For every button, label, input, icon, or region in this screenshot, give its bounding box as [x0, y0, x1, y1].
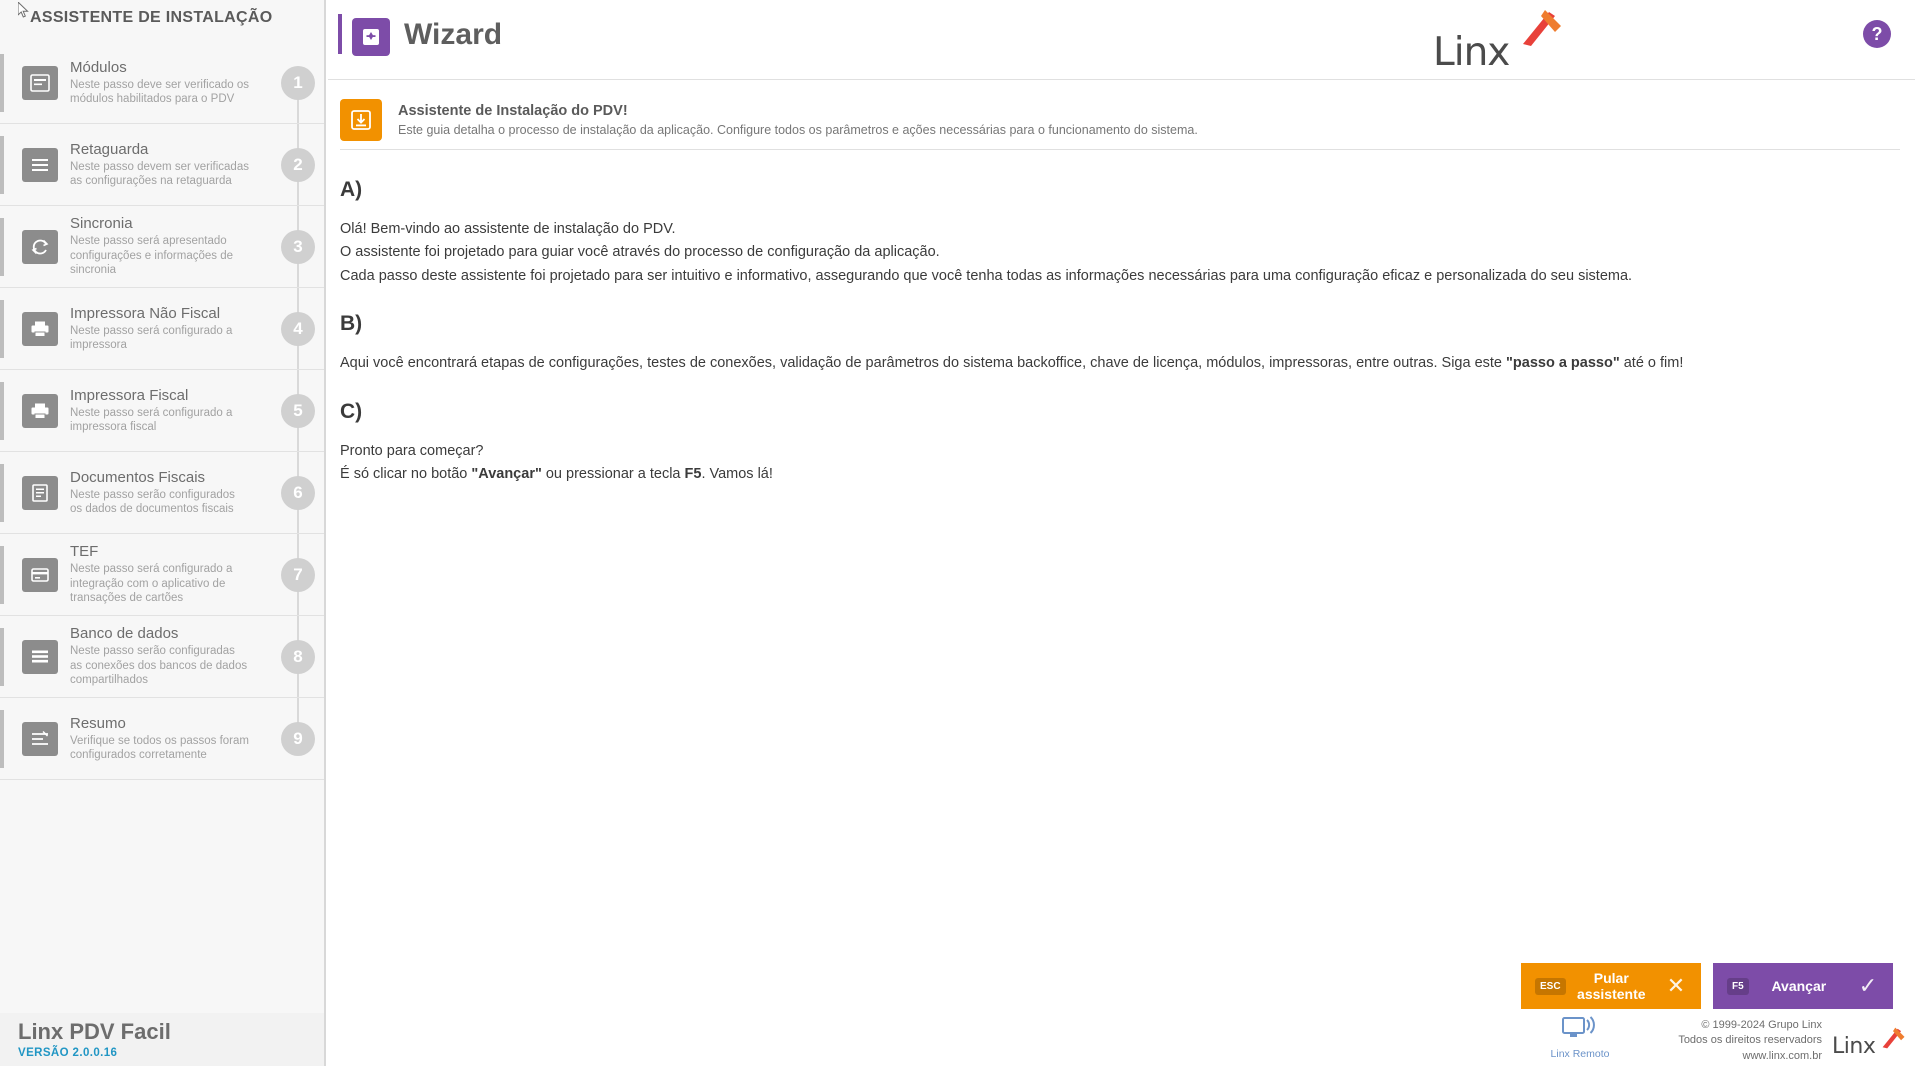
sidebar-step-impressora-fiscal[interactable]	[0, 370, 324, 452]
download-install-icon	[340, 99, 382, 141]
header-accent-bar	[338, 14, 342, 54]
step-text	[70, 469, 250, 517]
linx-logo-bottom	[1832, 1026, 1902, 1060]
step-accent	[0, 300, 4, 358]
step-number: 2	[281, 148, 315, 182]
install-banner	[340, 98, 1900, 150]
step-name: Documentos Fiscais	[70, 468, 206, 486]
step-number: 7	[281, 558, 315, 592]
step-accent	[0, 54, 4, 112]
section-a-line-2: O assistente foi projetado para guiar você através do processo de configuração da aplicação.	[340, 244, 940, 261]
step-desc: Neste passo será apresentado configurações e informações de sincronia	[70, 235, 234, 277]
next-button[interactable]	[1713, 963, 1893, 1009]
step-name: TEF	[70, 543, 99, 561]
step-text	[70, 59, 250, 107]
linx-remote-label: Linx Remoto	[1550, 1048, 1610, 1060]
card-icon	[22, 558, 58, 592]
step-text	[70, 715, 250, 763]
section-b-line-1: Aqui você encontrará etapas de configurações, testes de conexões, validação de parâmetros do sistema backoffice, chave de licença, módulos, impressoras, entre outras. Siga este "passo a passo" até o fim!	[340, 355, 1684, 372]
sidebar	[0, 0, 326, 1013]
section-c	[340, 400, 1900, 487]
step-text	[70, 387, 250, 435]
step-name: Retaguarda	[70, 140, 149, 158]
main-content	[340, 178, 1900, 511]
next-label: Avançar	[1771, 977, 1827, 994]
step-number: 5	[281, 394, 315, 428]
copyright-line-2: Todos os direitos reservadors	[1678, 1034, 1822, 1047]
section-a	[340, 178, 1900, 288]
step-text	[70, 215, 250, 277]
step-accent	[0, 382, 4, 440]
wizard-icon	[352, 18, 390, 56]
summary-icon	[22, 722, 58, 756]
skip-wizard-label: Pular assistente	[1577, 969, 1646, 1002]
printer-icon	[22, 394, 58, 428]
sidebar-step-tef[interactable]	[0, 534, 324, 616]
step-desc: Neste passo deve ser verificado os módulos habilitados para o PDV	[70, 78, 249, 105]
module-icon	[22, 66, 58, 100]
step-desc: Verifique se todos os passos foram configurados corretamente	[70, 734, 249, 761]
step-text	[70, 625, 250, 687]
linx-remote-button[interactable]	[1545, 1016, 1615, 1060]
step-number: 4	[281, 312, 315, 346]
step-list	[0, 42, 324, 780]
sync-icon	[22, 230, 58, 264]
step-accent	[0, 464, 4, 522]
f5-key-badge: F5	[1727, 978, 1749, 995]
sidebar-step-impressora-nao-fiscal[interactable]	[0, 288, 324, 370]
step-accent	[0, 710, 4, 768]
close-icon: ✕	[1666, 973, 1686, 998]
product-version: VERSÃO 2.0.0.16	[18, 1047, 118, 1059]
copyright-line-1: © 1999-2024 Grupo Linx	[1701, 1019, 1822, 1031]
section-b	[340, 312, 1900, 375]
section-c-line-1: Pronto para começar?	[340, 442, 484, 459]
step-name: Impressora Não Fiscal	[70, 304, 221, 322]
step-name: Banco de dados	[70, 625, 179, 643]
copyright-line-3: www.linx.com.br	[1742, 1049, 1822, 1062]
linx-logo-bottom-text: Linx	[1832, 1034, 1876, 1059]
linx-logo-text: Linx	[1433, 30, 1510, 75]
step-name: Sincronia	[70, 215, 133, 233]
esc-key-badge: ESC	[1535, 978, 1566, 995]
section-c-line-2: É só clicar no botão "Avançar" ou pressionar a tecla F5. Vamos lá!	[340, 466, 773, 483]
banner-subtitle: Este guia detalha o processo de instalação da aplicação. Configure todos os parâmetros e ações necessárias para o funcionamento do sistema.	[398, 122, 1198, 137]
sidebar-step-documentos-fiscais[interactable]	[0, 452, 324, 534]
step-name: Impressora Fiscal	[70, 386, 189, 404]
linx-logo-bottom-mark	[1878, 1026, 1908, 1050]
step-name: Módulos	[70, 58, 127, 76]
sidebar-step-banco-de-dados[interactable]	[0, 616, 324, 698]
banner-title: Assistente de Instalação do PDV!	[398, 102, 628, 119]
step-desc: Neste passo será configurado a impressora fiscal	[70, 406, 233, 433]
step-number: 9	[281, 722, 315, 756]
step-desc: Neste passo devem ser verificadas as configurações na retaguarda	[70, 160, 249, 187]
sidebar-title: ASSISTENTE DE INSTALAÇÃO	[30, 9, 273, 26]
sidebar-step-resumo[interactable]	[0, 698, 324, 780]
step-accent	[0, 136, 4, 194]
section-c-title: C)	[340, 399, 363, 423]
section-a-line-1: Olá! Bem-vindo ao assistente de instalação do PDV.	[340, 221, 676, 237]
step-text	[70, 141, 250, 189]
step-accent	[0, 628, 4, 686]
skip-wizard-button[interactable]	[1521, 963, 1701, 1009]
step-number: 6	[281, 476, 315, 510]
step-desc: Neste passo serão configurados os dados de documentos fiscais	[70, 488, 235, 515]
sidebar-step-modulos[interactable]	[0, 42, 324, 124]
step-desc: Neste passo será configurado a impressora	[70, 324, 233, 351]
step-text	[70, 305, 250, 353]
sidebar-step-retaguarda[interactable]	[0, 124, 324, 206]
printer-icon	[22, 312, 58, 346]
document-icon	[22, 476, 58, 510]
section-a-line-3: Cada passo deste assistente foi projetado para ser intuitivo e informativo, assegurando que você tenha todas as informações necessárias para uma configuração eficaz e personalizada do seu sistema.	[340, 267, 1633, 284]
header	[328, 0, 1915, 80]
step-name: Resumo	[70, 714, 126, 732]
step-number: 8	[281, 640, 315, 674]
linx-logo-mark	[1515, 8, 1567, 48]
section-b-title: B)	[340, 312, 363, 336]
step-desc: Neste passo serão configuradas as conexões dos bancos de dados compartilhados	[70, 645, 248, 687]
list-icon	[22, 148, 58, 182]
help-button[interactable]: ?	[1863, 20, 1891, 48]
footer-product-info	[0, 1013, 326, 1066]
page-title: Wizard	[404, 18, 503, 51]
remote-monitor-icon	[1562, 1016, 1598, 1042]
linx-logo	[1433, 8, 1563, 75]
step-text	[70, 543, 250, 605]
database-icon	[22, 640, 58, 674]
check-icon: ✓	[1858, 973, 1878, 998]
step-accent	[0, 218, 4, 276]
step-accent	[0, 546, 4, 604]
section-a-title: A)	[340, 178, 363, 201]
step-desc: Neste passo será configurado a integração com o aplicativo de transações de cartões	[70, 563, 233, 605]
step-number: 1	[281, 66, 315, 100]
banner-text	[398, 103, 1198, 137]
sidebar-step-sincronia[interactable]	[0, 206, 324, 288]
product-name: Linx PDV Facil	[18, 1019, 171, 1044]
step-number: 3	[281, 230, 315, 264]
copyright-block	[1632, 1018, 1822, 1064]
